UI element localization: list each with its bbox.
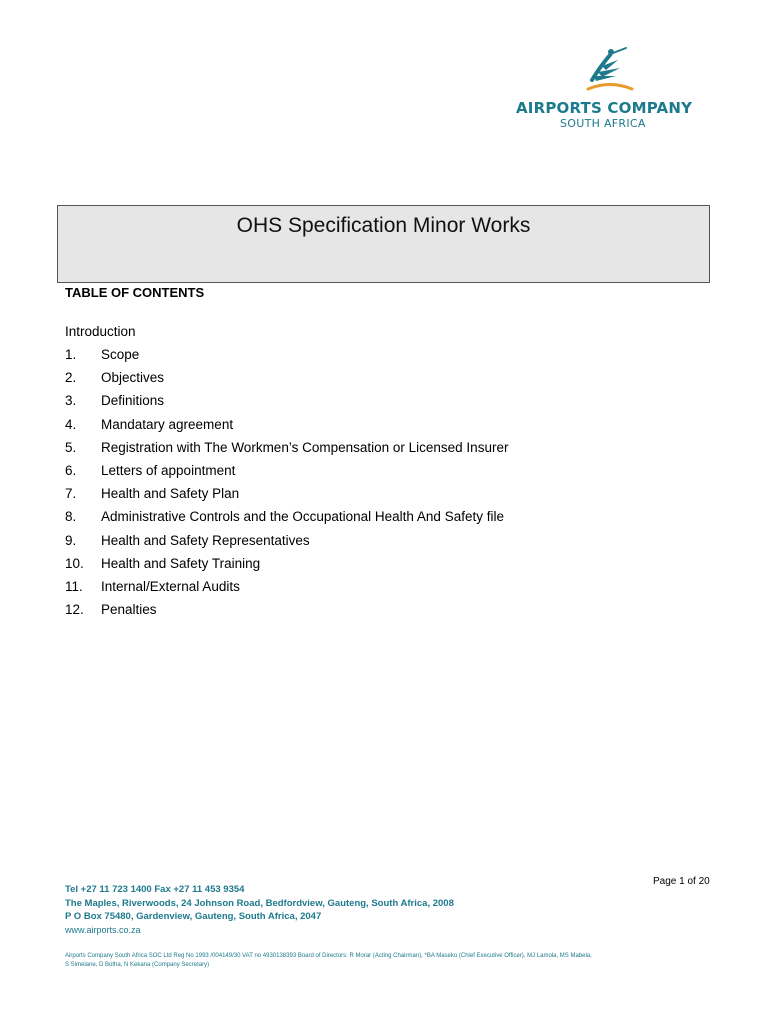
toc-item-label: Mandatary agreement bbox=[101, 416, 234, 432]
toc-item bbox=[65, 486, 508, 509]
toc-item bbox=[65, 509, 508, 532]
logo-subtitle: SOUTH AFRICA bbox=[560, 117, 646, 130]
footer-website-link[interactable]: www.airports.co.za bbox=[65, 925, 141, 935]
footer-legal-line-1: Airports Company South Africa SOC Ltd Reg No 1993 /004149/30 VAT no 4930138393 Board of Directors: R Morar (Acting Chairman), *BA Maseko (Chief Executive Officer), MJ Lamola, MS Mabela, bbox=[65, 953, 592, 959]
toc-item-label: Health and Safety Representatives bbox=[101, 532, 310, 548]
toc-item-number: 1. bbox=[65, 347, 77, 362]
company-logo bbox=[510, 46, 700, 136]
toc-item bbox=[65, 533, 508, 556]
page-number: Page 1 of 20 bbox=[653, 876, 710, 887]
document-title: OHS Specification Minor Works bbox=[236, 214, 531, 237]
toc-item-number: 5. bbox=[65, 439, 77, 455]
toc-item-label: Penalties bbox=[101, 602, 157, 618]
toc-item-label: Health and Safety Training bbox=[101, 555, 261, 571]
toc-item-number: 9. bbox=[65, 532, 77, 548]
toc-item bbox=[65, 556, 508, 579]
footer-legal-line-2: S Simelane, D Botha, N Kekana (Company Secretary) bbox=[65, 962, 210, 968]
toc-item-label: Definitions bbox=[101, 393, 165, 409]
toc-heading: TABLE OF CONTENTS bbox=[65, 285, 205, 300]
footer-pobox: P O Box 75480, Gardenview, Gauteng, South Africa, 2047 bbox=[65, 911, 322, 922]
toc-item bbox=[65, 602, 508, 625]
toc-item-label: Administrative Controls and the Occupational Health And Safety file bbox=[101, 509, 504, 525]
flying-figure-icon bbox=[580, 46, 636, 94]
toc-item-number: 11. bbox=[65, 578, 83, 594]
title-box bbox=[57, 205, 710, 283]
toc-item bbox=[65, 579, 508, 602]
toc-item bbox=[65, 347, 508, 370]
toc-item bbox=[65, 440, 508, 463]
toc-item-number: 6. bbox=[65, 462, 77, 478]
toc-item-label: Internal/External Audits bbox=[101, 578, 240, 594]
toc-item-number: 7. bbox=[65, 486, 77, 502]
toc-item-label: Scope bbox=[101, 347, 140, 362]
toc-item-introduction: Introduction bbox=[65, 324, 136, 339]
toc-item bbox=[65, 463, 508, 486]
toc-item-number: 12. bbox=[65, 602, 84, 618]
toc-item bbox=[65, 370, 508, 393]
toc-item-number: 2. bbox=[65, 370, 77, 386]
toc-item bbox=[65, 417, 508, 440]
logo-company-name: AIRPORTS COMPANY bbox=[516, 99, 693, 117]
footer-address: The Maples, Riverwoods, 24 Johnson Road, Bedfordview, Gauteng, South Africa, 2008 bbox=[65, 898, 454, 909]
toc-item-number: 10. bbox=[65, 555, 84, 571]
toc-item-label: Registration with The Workmen’s Compensation or Licensed Insurer bbox=[101, 439, 509, 455]
footer-phone: Tel +27 11 723 1400 Fax +27 11 453 9354 bbox=[65, 884, 245, 895]
toc-item-label: Objectives bbox=[101, 370, 165, 386]
toc-item-number: 3. bbox=[65, 393, 77, 409]
toc-item bbox=[65, 393, 508, 416]
toc-item-label: Letters of appointment bbox=[101, 462, 236, 478]
toc-item-label: Health and Safety Plan bbox=[101, 486, 240, 502]
toc-item-number: 8. bbox=[65, 509, 77, 525]
toc-list bbox=[65, 347, 508, 625]
toc-item-number: 4. bbox=[65, 416, 77, 432]
